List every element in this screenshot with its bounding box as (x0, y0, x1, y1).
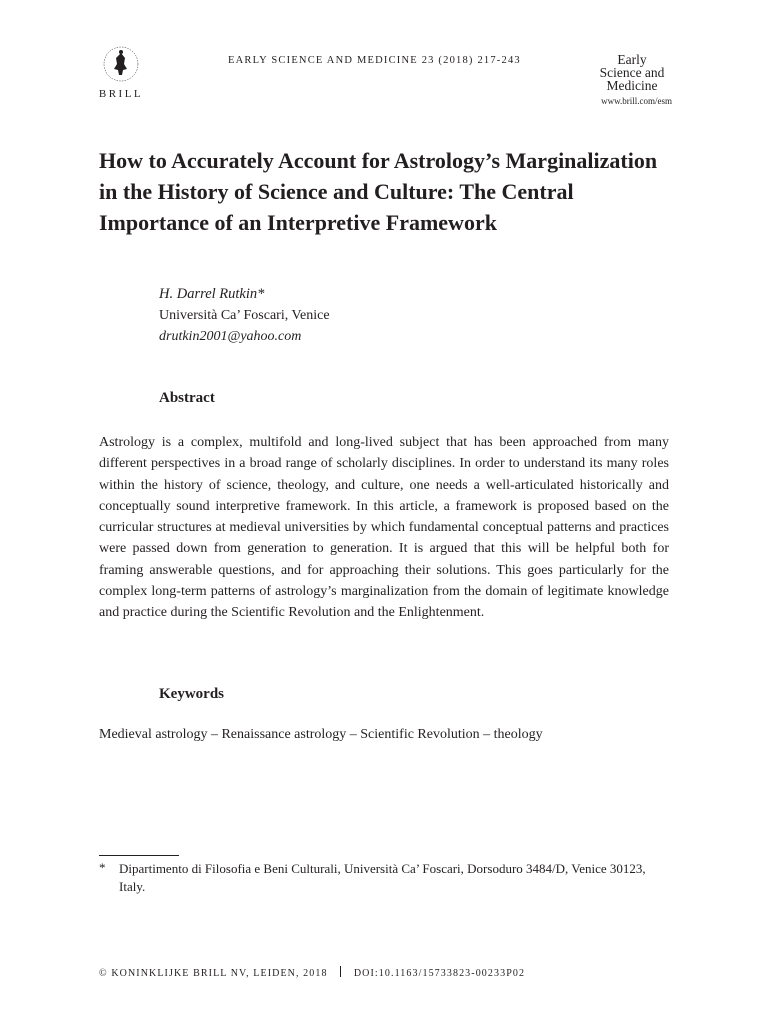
author-name: H. Darrel Rutkin* (159, 286, 265, 302)
footer-separator (340, 966, 341, 977)
copyright-symbol: © (99, 968, 108, 979)
footnote-rule (99, 855, 179, 856)
publisher-name: BRILL (98, 88, 144, 100)
author-affiliation: Università Ca’ Foscari, Venice (159, 308, 330, 323)
journal-mark-line-1: Early (617, 52, 647, 67)
footnote-text: Dipartimento di Filosofia e Beni Culturali, Università Ca’ Foscari, Dorsoduro 3484/D, Venice 30123, Italy. (119, 861, 646, 894)
brill-seal-icon (101, 44, 141, 84)
copyright-text: KONINKLIJKE BRILL NV, LEIDEN, 2018 (111, 968, 328, 979)
abstract-text: Astrology is a complex, multifold and long-lived subject that has been approached from many different perspectives in a broad range of scholarly disciplines. In order to understand its many roles within the history of science, theology, and culture, one needs a well-articulated historically and conceptually sound interpretive framework. In this article, a framework is proposed based on the curricular structures at medieval universities by which fundamental conceptual patterns and practices were passed down from generation to generation. It is argued that this will be helpful both for framing answerable questions, and for approaching their solutions. This goes particularly for the complex long-term patterns of astrology’s marginalization from the domain of legitimate knowledge and practice during the Scientific Revolution and the Enlightenment. (99, 435, 669, 621)
article-title: How to Accurately Account for Astrology’s Marginalization in the History of Science and Culture: The Central Importance of an Interpretive Framework (99, 148, 658, 235)
running-head: EARLY SCIENCE AND MEDICINE 23 (2018) 217-243 (228, 55, 521, 66)
journal-mark (562, 53, 672, 106)
journal-mark-line-3: Medicine (606, 78, 658, 93)
journal-mark-line-2: Science and (599, 65, 665, 80)
author-email[interactable]: drutkin2001@yahoo.com (159, 329, 302, 344)
brill-logo (96, 44, 146, 110)
copyright-line (99, 966, 525, 979)
keywords-list: Medieval astrology – Renaissance astrology – Scientific Revolution – theology (99, 727, 543, 742)
doi-text[interactable]: DOI:10.1163/15733823-00233P02 (353, 968, 526, 979)
keywords-heading: Keywords (159, 686, 224, 702)
journal-url[interactable]: www.brill.com/esm (601, 96, 672, 106)
abstract-heading: Abstract (159, 390, 215, 406)
footnote-mark: * (99, 860, 106, 875)
